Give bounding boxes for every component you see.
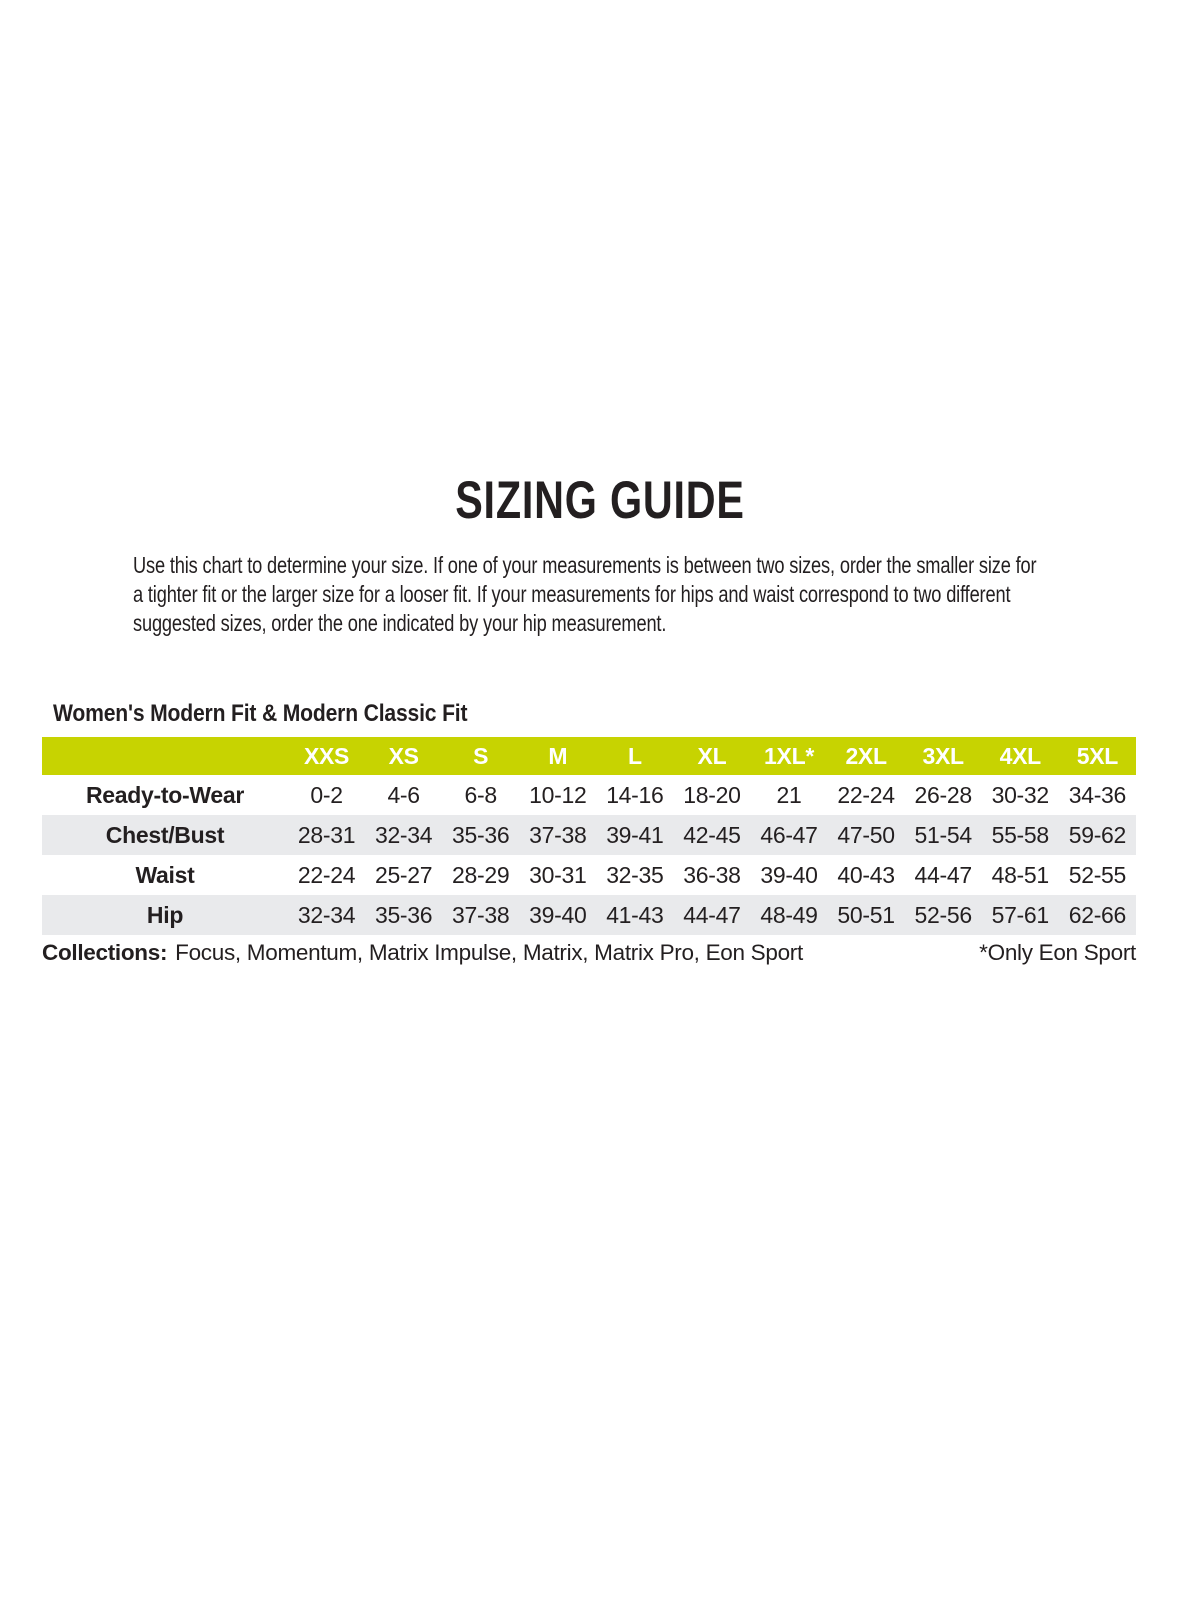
size-value-cell: 50-51: [837, 901, 895, 928]
size-column-header: M: [548, 742, 568, 769]
size-value-cell: 44-47: [914, 861, 972, 888]
size-column-header: 4XL: [999, 742, 1041, 769]
size-value-cell: 35-36: [374, 901, 433, 928]
size-value-cell: 4-6: [387, 781, 420, 808]
size-value-cell: 35-36: [452, 821, 510, 848]
size-column-header: 3XL: [922, 742, 964, 769]
size-header-row: [42, 737, 1136, 775]
table-section-title: Women's Modern Fit & Modern Classic Fit: [53, 700, 468, 727]
size-column-header: 2XL: [845, 742, 887, 769]
size-value-cell: 37-38: [529, 821, 587, 848]
size-value-cell: 40-43: [837, 861, 895, 888]
size-value-cell: 62-66: [1068, 901, 1127, 928]
size-value-cell: 26-28: [914, 781, 972, 808]
size-value-cell: 25-27: [374, 861, 433, 888]
size-value-cell: 10-12: [529, 781, 587, 808]
size-column-header: 1XL*: [764, 742, 814, 769]
table-row: [42, 815, 1136, 855]
size-value-cell: 44-47: [683, 901, 741, 928]
size-value-cell: 22-24: [837, 781, 895, 808]
size-value-cell: 0-2: [310, 781, 343, 808]
size-value-cell: 37-38: [452, 901, 510, 928]
size-column-header: XL: [697, 742, 727, 769]
footnote: *Only Eon Sport: [979, 940, 1136, 965]
size-column-header: XXS: [303, 742, 350, 769]
size-value-cell: 28-31: [297, 821, 356, 848]
intro-paragraph: Use this chart to determine your size. If one of your measurements is between two sizes, order the smaller size for a tighter fit or the larger size for a looser fit. If your measurements for hips and waist correspond to two different suggested sizes, order the one indicated by your hip measurement.: [133, 552, 1037, 636]
size-value-cell: 18-20: [683, 781, 741, 808]
size-value-cell: 30-31: [529, 861, 587, 888]
size-value-cell: 48-51: [991, 861, 1049, 888]
collections-list: Focus, Momentum, Matrix Impulse, Matrix, Matrix Pro, Eon Sport: [175, 940, 803, 965]
size-value-cell: 34-36: [1068, 781, 1127, 808]
size-value-cell: 52-56: [914, 901, 972, 928]
size-value-cell: 47-50: [837, 821, 895, 848]
size-value-cell: 6-8: [464, 781, 497, 808]
size-value-cell: 28-29: [452, 861, 510, 888]
size-value-cell: 32-34: [297, 901, 356, 928]
size-value-cell: 55-58: [991, 821, 1049, 848]
row-label: Ready-to-Wear: [86, 781, 244, 808]
size-value-cell: 39-41: [606, 821, 664, 848]
size-value-cell: 32-35: [606, 861, 664, 888]
size-value-cell: 32-34: [374, 821, 433, 848]
size-value-cell: 14-16: [606, 781, 664, 808]
page-title: SIZING GUIDE: [455, 471, 745, 530]
size-value-cell: 51-54: [914, 821, 972, 848]
size-value-cell: 22-24: [297, 861, 356, 888]
size-column-header: XS: [388, 742, 419, 769]
table-footer: [42, 940, 1136, 966]
size-value-cell: 52-55: [1068, 861, 1127, 888]
size-value-cell: 30-32: [991, 781, 1049, 808]
collections-label: Collections:: [42, 940, 168, 965]
row-label: Chest/Bust: [105, 821, 225, 848]
row-label: Hip: [146, 901, 184, 928]
size-value-cell: 48-49: [760, 901, 818, 928]
empty-corner-cell: [42, 737, 288, 775]
size-column-header: S: [473, 742, 489, 769]
table-row: [42, 895, 1136, 935]
collections-line: [42, 940, 805, 966]
size-value-cell: 42-45: [683, 821, 741, 848]
size-column-header: 5XL: [1076, 742, 1119, 769]
sizing-table: [42, 737, 1136, 935]
size-value-cell: 46-47: [760, 821, 818, 848]
size-value-cell: 59-62: [1068, 821, 1127, 848]
size-value-cell: 39-40: [760, 861, 818, 888]
size-value-cell: 21: [776, 781, 802, 808]
size-value-cell: 57-61: [991, 901, 1049, 928]
row-label: Waist: [135, 861, 195, 888]
table-row: [42, 775, 1136, 815]
size-value-cell: 41-43: [606, 901, 664, 928]
size-column-header: L: [627, 742, 642, 769]
table-row: [42, 855, 1136, 895]
size-value-cell: 36-38: [683, 861, 741, 888]
size-value-cell: 39-40: [529, 901, 587, 928]
